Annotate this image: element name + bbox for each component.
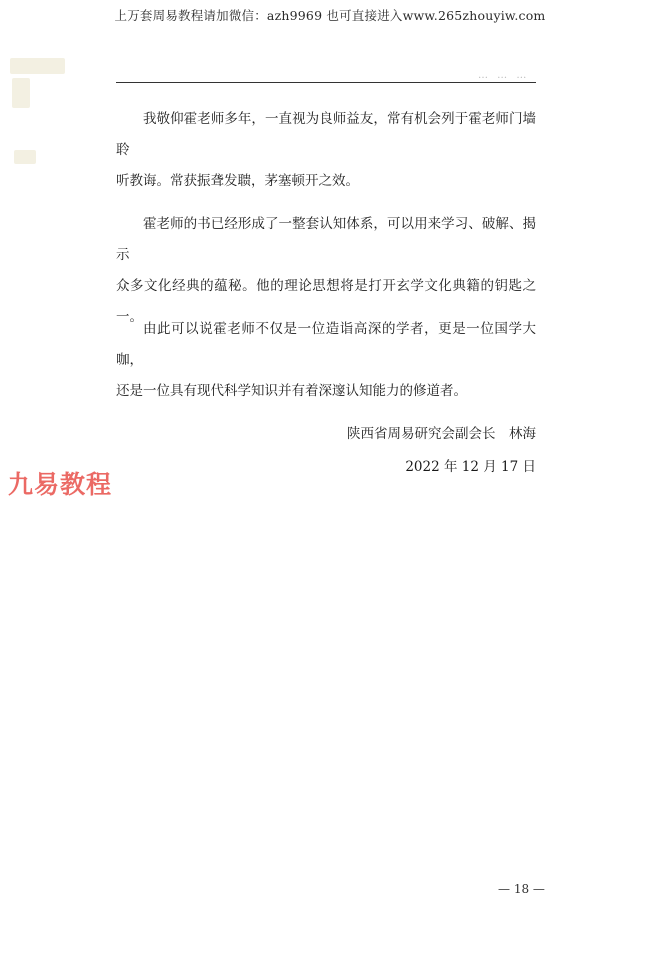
signature-date: 2022 年 12 月 17 日	[405, 459, 536, 475]
paragraph-line: 众多文化经典的蕴秘。他的理论思想将是打开玄学文化典籍的钥匙之一。	[116, 278, 536, 325]
paragraph-1	[116, 104, 536, 197]
scan-artifacts	[10, 58, 70, 168]
watermark-stamp: 九易教程	[8, 470, 113, 499]
paragraph-3	[116, 314, 536, 407]
paragraph-line: 我敬仰霍老师多年，一直视为良师益友，常有机会列于霍老师门墙聆	[116, 111, 536, 158]
paragraph-line: 由此可以说霍老师不仅是一位造诣高深的学者，更是一位国学大咖，	[116, 321, 536, 368]
paragraph-line: 还是一位具有现代科学知识并有着深邃认知能力的修道者。	[116, 383, 467, 399]
header-banner: 上万套周易教程请加微信：azh9969 也可直接进入www.265zhouyiw.com	[114, 8, 546, 23]
signature-author: 陕西省周易研究会副会长 林海	[347, 426, 536, 442]
paragraph-line: 听教诲。常获振聋发聩，茅塞顿开之效。	[116, 173, 359, 189]
header-mark: … … …	[478, 70, 530, 81]
header-rule	[116, 82, 536, 83]
paragraph-line: 霍老师的书已经形成了一整套认知体系，可以用来学习、破解、揭示	[116, 216, 536, 263]
page-number: — 18 —	[498, 882, 545, 896]
